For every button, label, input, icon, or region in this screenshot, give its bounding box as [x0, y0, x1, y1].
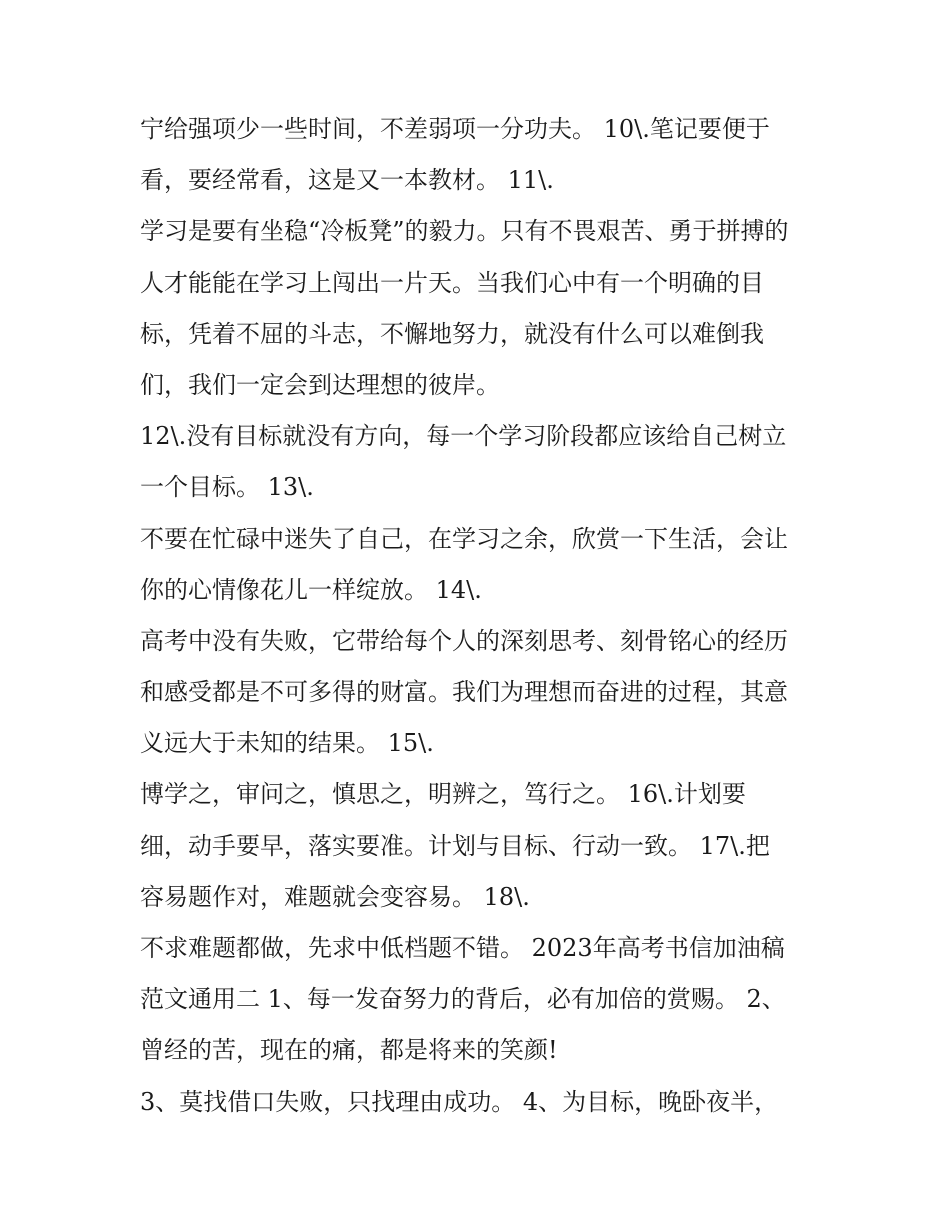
text-line: 不要在忙碌中迷失了自己，在学习之余，欣赏一下生活，会让 — [140, 524, 788, 553]
text-line: 博学之，审问之，慎思之，明辨之，笃行之。 16\.计划要 — [140, 780, 746, 809]
text-line: 细，动手要早，落实要准。计划与目标、行动一致。 17\.把 — [140, 831, 770, 860]
text-line: 宁给强项少一些时间，不差弱项一分功夫。 10\.笔记要便于 — [140, 115, 770, 143]
text-line: 高考中没有失败，它带给每个人的深刻思考、刻骨铭心的经历 — [140, 626, 788, 655]
text-line: 看，要经常看，这是又一本教材。 11\. — [140, 166, 554, 195]
text-line: 曾经的苦，现在的痛，都是将来的笑颜! — [140, 1036, 558, 1065]
text-line: 不求难题都做，先求中低档题不错。 2023年高考书信加油稿 — [140, 934, 785, 962]
body-text — [140, 104, 820, 1128]
text-line: 容易题作对，难题就会变容易。 18\. — [140, 882, 530, 911]
text-line: 和感受都是不可多得的财富。我们为理想而奋进的过程，其意 — [140, 678, 788, 707]
text-line: 标，凭着不屈的斗志，不懈地努力，就没有什么可以难倒我 — [140, 319, 764, 348]
text-line: 你的心情像花儿一样绽放。 14\. — [140, 575, 482, 604]
text-line: 3、莫找借口失败，只找理由成功。 4、为目标，晚卧夜半， — [140, 1087, 779, 1116]
text-line: 一个目标。 13\. — [140, 473, 314, 502]
text-line: 义远大于未知的结果。 15\. — [140, 729, 434, 758]
text-line: 学习是要有坐稳“冷板凳”的毅力。只有不畏艰苦、勇于拼搏的 — [140, 217, 789, 246]
text-line: 12\.没有目标就没有方向，每一个学习阶段都应该给自己树立 — [140, 422, 787, 451]
text-line: 范文通用二 1、每一发奋努力的背后，必有加倍的赏赐。 2、 — [140, 985, 786, 1014]
text-line: 们，我们一定会到达理想的彼岸。 — [140, 370, 500, 399]
text-line: 人才能能在学习上闯出一片天。当我们心中有一个明确的目 — [140, 268, 764, 297]
